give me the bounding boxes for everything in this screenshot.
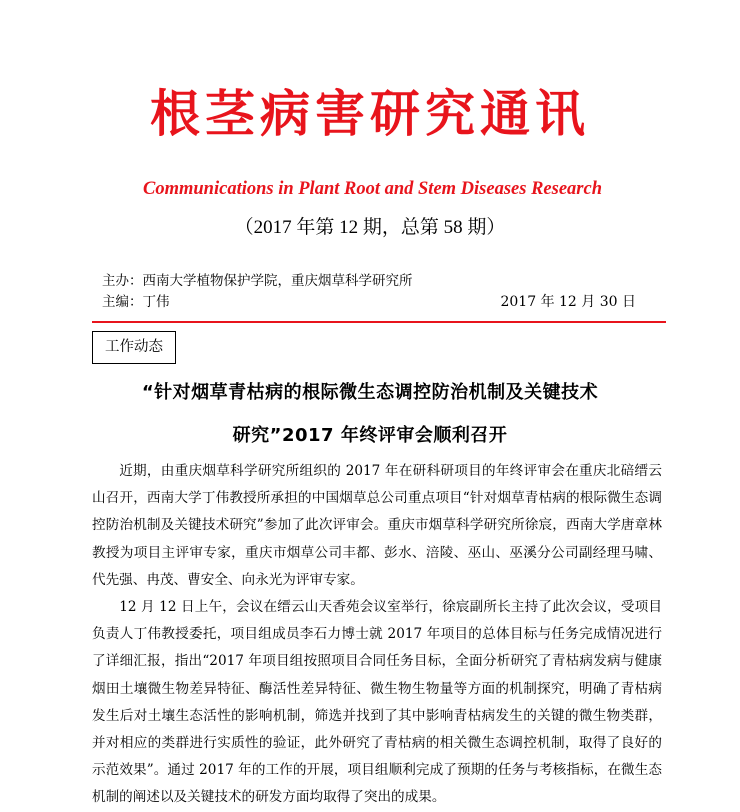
paragraph: 近期，由重庆烟草科学研究所组织的 2017 年在研科研项目的年终评审会在重庆北碚缙云山召开，西南大学丁伟教授所承担的中国烟草总公司重点项目“针对烟草青枯病的根际微生态调控防治机制及关键技术研究”参加了此次评审会。重庆市烟草科学研究所徐宸，西南大学唐章林教授为项目主评审专家，重庆市烟草公司丰都、彭水、涪陵、巫山、巫溪分公司副经理马啸、代先强、冉茂、曹安全、向永光为评审专家。 bbox=[92, 463, 662, 588]
editor-info: 主编：丁伟 bbox=[102, 294, 170, 310]
publish-date: 2017 年 12 月 30 日 bbox=[500, 294, 636, 310]
article-title-line-2: 研究”2017 年终评审会顺利召开 bbox=[232, 425, 508, 446]
newsletter-title-en: Communications in Plant Root and Stem Diseases Research bbox=[143, 179, 602, 199]
section-label: 工作动态 bbox=[92, 331, 176, 364]
issue-number: （2017 年第 12 期，总第 58 期） bbox=[234, 217, 506, 238]
publisher-info: 主办：西南大学植物保护学院，重庆烟草科学研究所 bbox=[102, 273, 413, 289]
article-body bbox=[92, 458, 662, 812]
paragraph: 12 月 12 日上午，会议在缙云山天香苑会议室举行，徐宸副所长主持了此次会议，受项目负责人丁伟教授委托，项目组成员李石力博士就 2017 年项目的总体目标与任务完成情况进行了详细汇报，指出“2017 年项目组按照项目合同任务目标，全面分析研究了青枯病发病与健康烟田土壤微生物差异特征、酶活性差异特征、微生物生物量等方面的机制探究，明确了青枯病发生后对土壤生态活性的影响机制，筛选并找到了其中影响青枯病发生的关键的微生物类群，并对相应的类群进行实质性的验证，此外研究了青枯病的相关微生态调控机制，取得了良好的示范效果”。通过 2017 年的工作的开展，项目组顺利完成了预期的任务与考核指标，在微生态机制的阐述以及关键技术的研发方面均取得了突出的成果。 bbox=[92, 599, 662, 806]
header-divider bbox=[92, 321, 666, 323]
article-title-line-1: “针对烟草青枯病的根际微生态调控防治机制及关键技术 bbox=[141, 382, 599, 403]
newsletter-title-cn: 根茎病害研究通讯 bbox=[150, 84, 590, 143]
